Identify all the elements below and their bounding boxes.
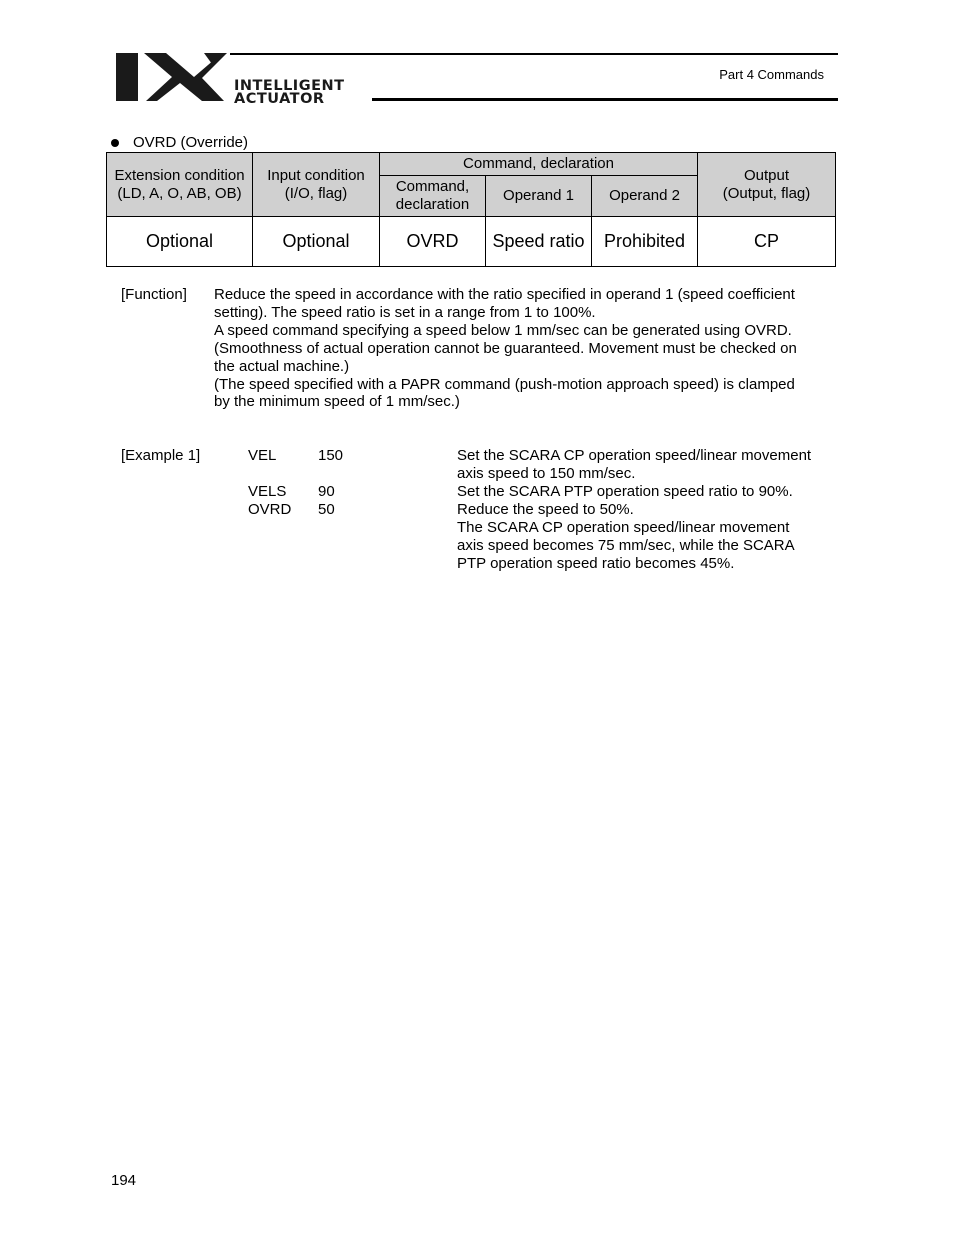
example-label: [Example 1] bbox=[121, 447, 201, 464]
function-line: by the minimum speed of 1 mm/sec.) bbox=[214, 393, 460, 411]
example-comment-line: Reduce the speed to 50%. bbox=[457, 501, 634, 518]
example-code-arg: 90 bbox=[318, 483, 335, 500]
command-heading-text: OVRD (Override) bbox=[133, 134, 249, 151]
header-command-group: Command, declaration bbox=[380, 153, 698, 176]
function-line: A speed command specifying a speed below 1 mm/sec can be generated using OVRD. bbox=[214, 321, 792, 339]
example-code-arg: 150 bbox=[318, 447, 344, 464]
cell-operand-2: Prohibited bbox=[592, 217, 698, 267]
example-code-cmd: VELS bbox=[248, 483, 287, 500]
function-label: [Function] bbox=[121, 286, 187, 303]
svg-text:INTELLIGENT: INTELLIGENT bbox=[234, 78, 345, 94]
cell-extension-condition: Optional bbox=[107, 217, 253, 267]
example-comment-line: PTP operation speed ratio becomes 45%. bbox=[457, 555, 735, 572]
function-line: (The speed specified with a PAPR command (push-motion approach speed) is clamped bbox=[214, 375, 795, 393]
command-heading bbox=[111, 134, 248, 151]
section-title: Part 4 Commands bbox=[719, 67, 824, 82]
example-comment-line: axis speed becomes 75 mm/sec, while the SCARA bbox=[457, 537, 795, 554]
header-operand-1: Operand 1 bbox=[486, 176, 592, 217]
cell-command: OVRD bbox=[380, 217, 486, 267]
page-number: 194 bbox=[111, 1172, 137, 1189]
function-line: the actual machine.) bbox=[214, 357, 350, 375]
header-command: Command, declaration bbox=[380, 176, 486, 217]
example-comment-line: The SCARA CP operation speed/linear movement bbox=[457, 519, 790, 536]
cell-input-condition: Optional bbox=[253, 217, 380, 267]
function-line: (Smoothness of actual operation cannot be guaranteed. Movement must be checked on bbox=[214, 339, 797, 357]
header-rule-bottom bbox=[372, 98, 838, 101]
function-line: setting). The speed ratio is set in a range from 1 to 100%. bbox=[214, 303, 596, 321]
example-comment-line: axis speed to 150 mm/sec. bbox=[457, 465, 636, 482]
header-operand-2: Operand 2 bbox=[592, 176, 698, 217]
function-line: Reduce the speed in accordance with the ratio specified in operand 1 (speed coefficient bbox=[214, 286, 795, 303]
header-input-condition: Input condition (I/O, flag) bbox=[253, 153, 380, 217]
example-comment-line: Set the SCARA CP operation speed/linear movement bbox=[457, 447, 812, 464]
svg-text:ACTUATOR: ACTUATOR bbox=[234, 91, 325, 106]
function-description bbox=[214, 286, 834, 411]
cell-output: CP bbox=[698, 217, 836, 267]
example-code-cmd: OVRD bbox=[248, 501, 292, 518]
cell-operand-1: Speed ratio bbox=[486, 217, 592, 267]
example-code-arg: 50 bbox=[318, 501, 335, 518]
command-spec-table bbox=[106, 152, 836, 267]
example-comments bbox=[457, 447, 837, 573]
header-rule-top bbox=[230, 53, 838, 55]
example-comment-line: Set the SCARA PTP operation speed ratio to 90%. bbox=[457, 483, 793, 500]
example-code-cmd: VEL bbox=[248, 447, 277, 464]
intelligent-actuator-logo bbox=[114, 50, 399, 106]
header-extension-condition: Extension condition (LD, A, O, AB, OB) bbox=[107, 153, 253, 217]
bullet-icon bbox=[111, 139, 119, 147]
header-output: Output (Output, flag) bbox=[698, 153, 836, 217]
